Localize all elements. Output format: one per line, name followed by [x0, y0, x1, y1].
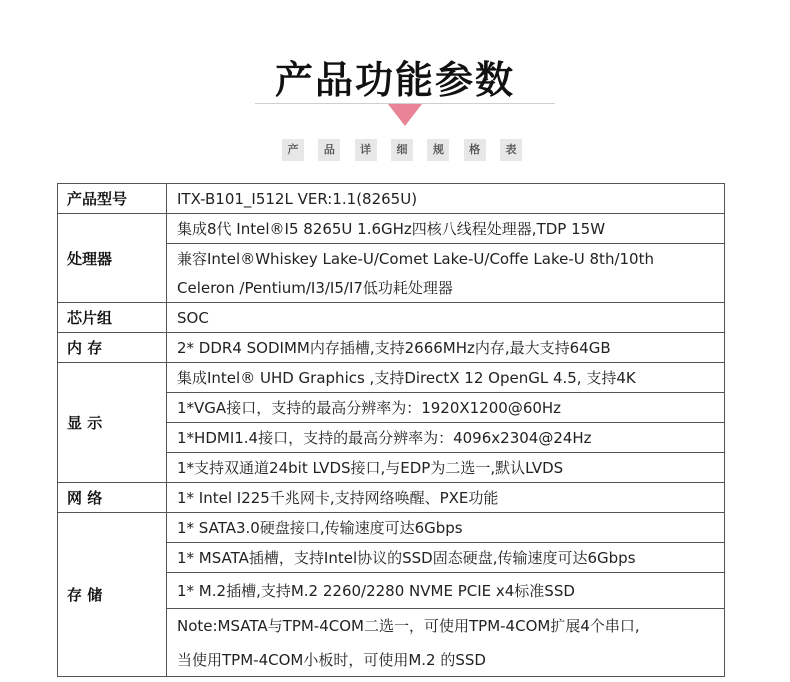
cpu-value: 集成8代 Intel®I5 8265U 1.6GHz四核八线程处理器,TDP 15W — [167, 214, 725, 244]
display-value: 1*HDMI1.4接口，支持的最高分辨率为：4096x2304@24Hz — [167, 423, 725, 453]
display-value: 集成Intel® UHD Graphics ,支持DirectX 12 OpenGL 4.5, 支持4K — [167, 363, 725, 393]
storage-label: 存 储 — [58, 513, 167, 677]
table-row — [58, 363, 725, 393]
chipset-value: SOC — [167, 303, 725, 333]
subtitle-char: 细 — [391, 139, 413, 161]
table-row — [58, 333, 725, 363]
table-row — [58, 184, 725, 214]
down-arrow-icon — [388, 104, 422, 126]
table-row — [58, 214, 725, 244]
memory-value: 2* DDR4 SODIMM内存插槽,支持2666MHz内存,最大支持64GB — [167, 333, 725, 363]
subtitle-char: 格 — [464, 139, 486, 161]
memory-label: 内 存 — [58, 333, 167, 363]
page-title: 产品功能参数 — [274, 58, 515, 102]
storage-value: 1* MSATA插槽，支持Intel协议的SSD固态硬盘,传输速度可达6Gbps — [167, 543, 725, 573]
cpu-label: 处理器 — [58, 214, 167, 303]
model-value: ITX-B101_I512L VER:1.1(8265U) — [167, 184, 725, 214]
cpu-value: Celeron /Pentium/I3/I5/I7低功耗处理器 — [167, 273, 725, 303]
subtitle-char: 详 — [355, 139, 377, 161]
storage-value: 1* SATA3.0硬盘接口,传输速度可达6Gbps — [167, 513, 725, 543]
subtitle-char: 产 — [282, 139, 304, 161]
storage-note: 当使用TPM-4COM小板时，可使用M.2 的SSD — [167, 642, 725, 677]
network-value: 1* Intel I225千兆网卡,支持网络唤醒、PXE功能 — [167, 483, 725, 513]
subtitle — [282, 139, 522, 161]
cpu-value: 兼容Intel®Whiskey Lake-U/Comet Lake-U/Coffe Lake-U 8th/10th — [167, 244, 725, 274]
subtitle-char: 品 — [318, 139, 340, 161]
subtitle-char: 规 — [427, 139, 449, 161]
storage-value: 1* M.2插槽,支持M.2 2260/2280 NVME PCIE x4标准SSD — [167, 573, 725, 609]
table-row — [58, 303, 725, 333]
display-value: 1*VGA接口，支持的最高分辨率为：1920X1200@60Hz — [167, 393, 725, 423]
chipset-label: 芯片组 — [58, 303, 167, 333]
storage-note: Note:MSATA与TPM-4COM二选一，可使用TPM-4COM扩展4个串口, — [167, 609, 725, 643]
table-row — [58, 483, 725, 513]
display-label: 显 示 — [58, 363, 167, 483]
table-row — [58, 513, 725, 543]
network-label: 网 络 — [58, 483, 167, 513]
model-label: 产品型号 — [58, 184, 167, 214]
display-value: 1*支持双通道24bit LVDS接口,与EDP为二选一,默认LVDS — [167, 453, 725, 483]
spec-table — [57, 183, 725, 677]
subtitle-char: 表 — [500, 139, 522, 161]
